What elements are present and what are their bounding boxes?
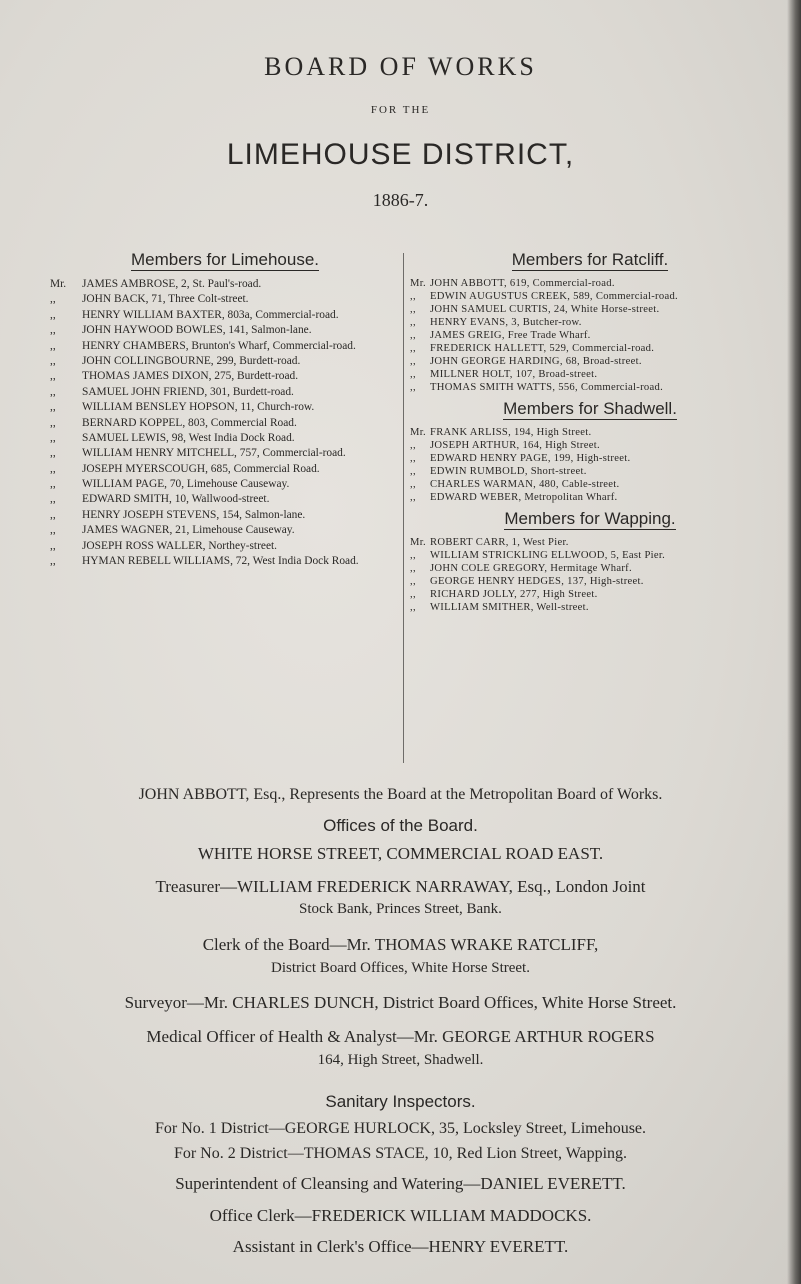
member-text: EDWARD HENRY PAGE, 199, High-street.	[430, 453, 631, 465]
member-prefix: ,,	[410, 602, 416, 614]
wapping-members	[410, 537, 770, 613]
member-entry	[410, 479, 770, 490]
member-text: JAMES GREIG, Free Trade Wharf.	[430, 330, 591, 341]
member-text: WILLIAM BENSLEY HOPSON, 11, Church-row.	[82, 401, 315, 414]
member-text: JOHN COLE GREGORY, Hermitage Wharf.	[430, 563, 632, 575]
member-entry	[410, 369, 770, 380]
member-prefix: ,,	[410, 453, 416, 465]
member-prefix: ,,	[50, 508, 56, 521]
member-text: GEORGE HENRY HEDGES, 137, High-street.	[430, 576, 644, 588]
member-prefix: ,,	[410, 291, 416, 302]
member-entry	[410, 550, 770, 561]
member-text: HENRY JOSEPH STEVENS, 154, Salmon-lane.	[82, 508, 306, 521]
member-entry	[410, 291, 770, 302]
member-text: HENRY WILLIAM BAXTER, 803a, Commercial-road.	[82, 308, 339, 321]
clerk-line-2: District Board Offices, White Horse Street.	[271, 960, 530, 976]
member-text: JOSEPH ROSS WALLER, Northey-street.	[82, 539, 278, 552]
member-prefix: Mr.	[410, 427, 426, 439]
member-entry	[410, 602, 770, 613]
for-the-label: FOR THE	[370, 104, 431, 116]
member-text: JAMES AMBROSE, 2, St. Paul's-road.	[82, 278, 262, 290]
sanitary-heading: Sanitary Inspectors.	[325, 1092, 476, 1111]
page-edge-shadow	[787, 0, 801, 1284]
member-entry	[50, 293, 400, 305]
member-text: MILLNER HOLT, 107, Broad-street.	[430, 369, 598, 380]
member-text: THOMAS JAMES DIXON, 275, Burdett-road.	[82, 370, 299, 383]
wapping-heading: Members for Wapping.	[504, 509, 676, 529]
member-prefix: ,,	[50, 385, 56, 398]
member-entry	[50, 509, 400, 521]
member-prefix: ,,	[50, 447, 56, 460]
member-text: JOHN BACK, 71, Three Colt-street.	[82, 293, 249, 306]
member-entry	[50, 417, 400, 429]
member-prefix: ,,	[410, 343, 416, 354]
medical-line-1: Medical Officer of Health & Analyst—Mr. GEORGE ARTHUR ROGERS	[146, 1027, 655, 1046]
member-prefix: ,,	[50, 339, 56, 352]
member-text: ROBERT CARR, 1, West Pier.	[430, 537, 569, 549]
member-entry	[50, 401, 400, 413]
member-text: SAMUEL JOHN FRIEND, 301, Burdett-road.	[82, 385, 294, 398]
clerk-line-1: Clerk of the Board—Mr. THOMAS WRAKE RATCLIFF,	[202, 935, 599, 954]
member-entry	[50, 447, 400, 459]
board-title: BOARD OF WORKS	[264, 52, 537, 81]
limehouse-column	[50, 250, 400, 570]
member-prefix: ,,	[410, 466, 416, 478]
member-prefix: ,,	[50, 539, 56, 552]
member-entry	[410, 427, 770, 438]
member-prefix: ,,	[50, 478, 56, 491]
member-entry	[50, 370, 400, 382]
member-entry	[410, 330, 770, 341]
member-text: SAMUEL LEWIS, 98, West India Dock Road.	[82, 431, 295, 444]
member-entry	[50, 524, 400, 536]
treasurer-line-2: Stock Bank, Princes Street, Bank.	[299, 901, 502, 917]
ratcliff-heading: Members for Ratcliff.	[511, 250, 669, 269]
member-text: EDWARD SMITH, 10, Wallwood-street.	[82, 493, 270, 506]
member-entry	[50, 463, 400, 475]
ratcliff-members	[410, 278, 770, 393]
member-prefix: ,,	[410, 576, 416, 588]
member-entry	[410, 278, 770, 289]
member-prefix: ,,	[410, 492, 416, 504]
treasurer-line-1: Treasurer—WILLIAM FREDERICK NARRAWAY, Esq., London Joint	[155, 877, 646, 896]
member-prefix: Mr.	[50, 278, 67, 290]
member-entry	[50, 478, 400, 490]
assistant-line: Assistant in Clerk's Office—HENRY EVERETT.	[232, 1237, 569, 1256]
member-entry	[50, 355, 400, 367]
member-text: HYMAN REBELL WILLIAMS, 72, West India Dock Road.	[82, 555, 359, 568]
member-entry	[410, 343, 770, 354]
member-entry	[50, 493, 400, 505]
member-text: EDWIN AUGUSTUS CREEK, 589, Commercial-road.	[430, 291, 678, 302]
member-prefix: ,,	[410, 330, 416, 341]
member-prefix: ,,	[410, 479, 416, 491]
member-entry	[410, 563, 770, 574]
member-prefix: ,,	[50, 493, 56, 506]
member-text: FREDERICK HALLETT, 529, Commercial-road.	[430, 343, 655, 354]
member-text: WILLIAM PAGE, 70, Limehouse Causeway.	[82, 478, 290, 491]
year-label: 1886-7.	[372, 190, 429, 210]
superintendent-line: Superintendent of Cleansing and Watering—DANIEL EVERETT.	[175, 1174, 626, 1193]
member-entry	[410, 589, 770, 600]
member-prefix: ,,	[410, 440, 416, 452]
member-entry	[410, 317, 770, 328]
member-prefix: Mr.	[410, 537, 426, 549]
member-entry	[50, 278, 400, 290]
member-entry	[50, 340, 400, 352]
member-entry	[410, 576, 770, 587]
member-text: BERNARD KOPPEL, 803, Commercial Road.	[82, 416, 297, 429]
member-prefix: ,,	[410, 382, 416, 393]
member-prefix: ,,	[50, 431, 56, 444]
member-entry	[410, 382, 770, 393]
offices-heading: Offices of the Board.	[323, 816, 478, 835]
member-text: JOHN GEORGE HARDING, 68, Broad-street.	[430, 356, 642, 367]
member-text: HENRY EVANS, 3, Butcher-row.	[430, 317, 582, 328]
member-text: WILLIAM HENRY MITCHELL, 757, Commercial-road.	[82, 447, 346, 460]
member-entry	[410, 440, 770, 451]
member-text: JOHN HAYWOOD BOWLES, 141, Salmon-lane.	[82, 324, 312, 337]
office-clerk-line: Office Clerk—FREDERICK WILLIAM MADDOCKS.	[209, 1206, 592, 1225]
member-entry	[50, 324, 400, 336]
member-text: JOHN SAMUEL CURTIS, 24, White Horse-street.	[430, 304, 660, 315]
shadwell-members	[410, 427, 770, 503]
member-text: JOHN ABBOTT, 619, Commercial-road.	[430, 278, 615, 289]
member-entry	[50, 432, 400, 444]
member-entry	[410, 537, 770, 548]
member-text: JOHN COLLINGBOURNE, 299, Burdett-road.	[82, 354, 301, 367]
member-prefix: ,,	[410, 589, 416, 601]
member-entry	[410, 492, 770, 503]
surveyor-line: Surveyor—Mr. CHARLES DUNCH, District Board Offices, White Horse Street.	[124, 993, 677, 1012]
offices-address: WHITE HORSE STREET, COMMERCIAL ROAD EAST.	[197, 844, 604, 863]
member-prefix: ,,	[50, 354, 56, 367]
member-entry	[410, 356, 770, 367]
district-title: LIMEHOUSE DISTRICT,	[226, 138, 575, 171]
member-text: WILLIAM STRICKLING ELLWOOD, 5, East Pier.	[430, 550, 666, 562]
member-prefix: ,,	[50, 462, 56, 475]
shadwell-heading: Members for Shadwell.	[503, 399, 677, 419]
member-prefix: ,,	[410, 563, 416, 575]
member-entry	[410, 304, 770, 315]
limehouse-members	[50, 278, 400, 567]
member-entry	[50, 555, 400, 567]
member-prefix: ,,	[50, 293, 56, 306]
member-text: THOMAS SMITH WATTS, 556, Commercial-road.	[430, 382, 664, 393]
member-entry	[50, 386, 400, 398]
member-prefix: ,,	[50, 555, 56, 568]
member-prefix: ,,	[410, 550, 416, 562]
member-text: EDWARD WEBER, Metropolitan Wharf.	[430, 492, 618, 504]
representative-line: JOHN ABBOTT, Esq., Represents the Board at the Metropolitan Board of Works.	[138, 786, 663, 803]
column-divider	[403, 253, 404, 763]
member-prefix: ,,	[410, 304, 416, 315]
member-prefix: ,,	[410, 369, 416, 380]
inspector-line-1: For No. 1 District—GEORGE HURLOCK, 35, Locksley Street, Limehouse.	[154, 1120, 647, 1137]
member-entry	[410, 466, 770, 477]
member-prefix: Mr.	[410, 278, 426, 289]
limehouse-heading: Members for Limehouse.	[130, 250, 320, 269]
member-prefix: ,,	[410, 356, 416, 367]
member-text: JOSEPH MYERSCOUGH, 685, Commercial Road.	[82, 462, 320, 475]
member-text: JOSEPH ARTHUR, 164, High Street.	[430, 440, 600, 452]
member-text: JAMES WAGNER, 21, Limehouse Causeway.	[82, 524, 295, 537]
member-text: HENRY CHAMBERS, Brunton's Wharf, Commercial-road.	[82, 339, 356, 352]
member-entry	[50, 540, 400, 552]
member-prefix: ,,	[50, 370, 56, 383]
member-prefix: ,,	[50, 524, 56, 537]
member-prefix: ,,	[50, 324, 56, 337]
member-prefix: ,,	[50, 401, 56, 414]
member-text: EDWIN RUMBOLD, Short-street.	[430, 466, 587, 478]
medical-line-2: 164, High Street, Shadwell.	[317, 1052, 484, 1068]
member-text: FRANK ARLISS, 194, High Street.	[430, 427, 592, 439]
member-text: WILLIAM SMITHER, Well-street.	[430, 602, 589, 614]
member-entry	[410, 453, 770, 464]
inspector-line-2: For No. 2 District—THOMAS STACE, 10, Red Lion Street, Wapping.	[173, 1145, 628, 1162]
right-column	[410, 250, 770, 615]
member-prefix: ,,	[50, 416, 56, 429]
member-prefix: ,,	[50, 308, 56, 321]
member-text: RICHARD JOLLY, 277, High Street.	[430, 589, 598, 601]
member-prefix: ,,	[410, 317, 416, 328]
member-entry	[50, 309, 400, 321]
member-text: CHARLES WARMAN, 480, Cable-street.	[430, 479, 620, 491]
